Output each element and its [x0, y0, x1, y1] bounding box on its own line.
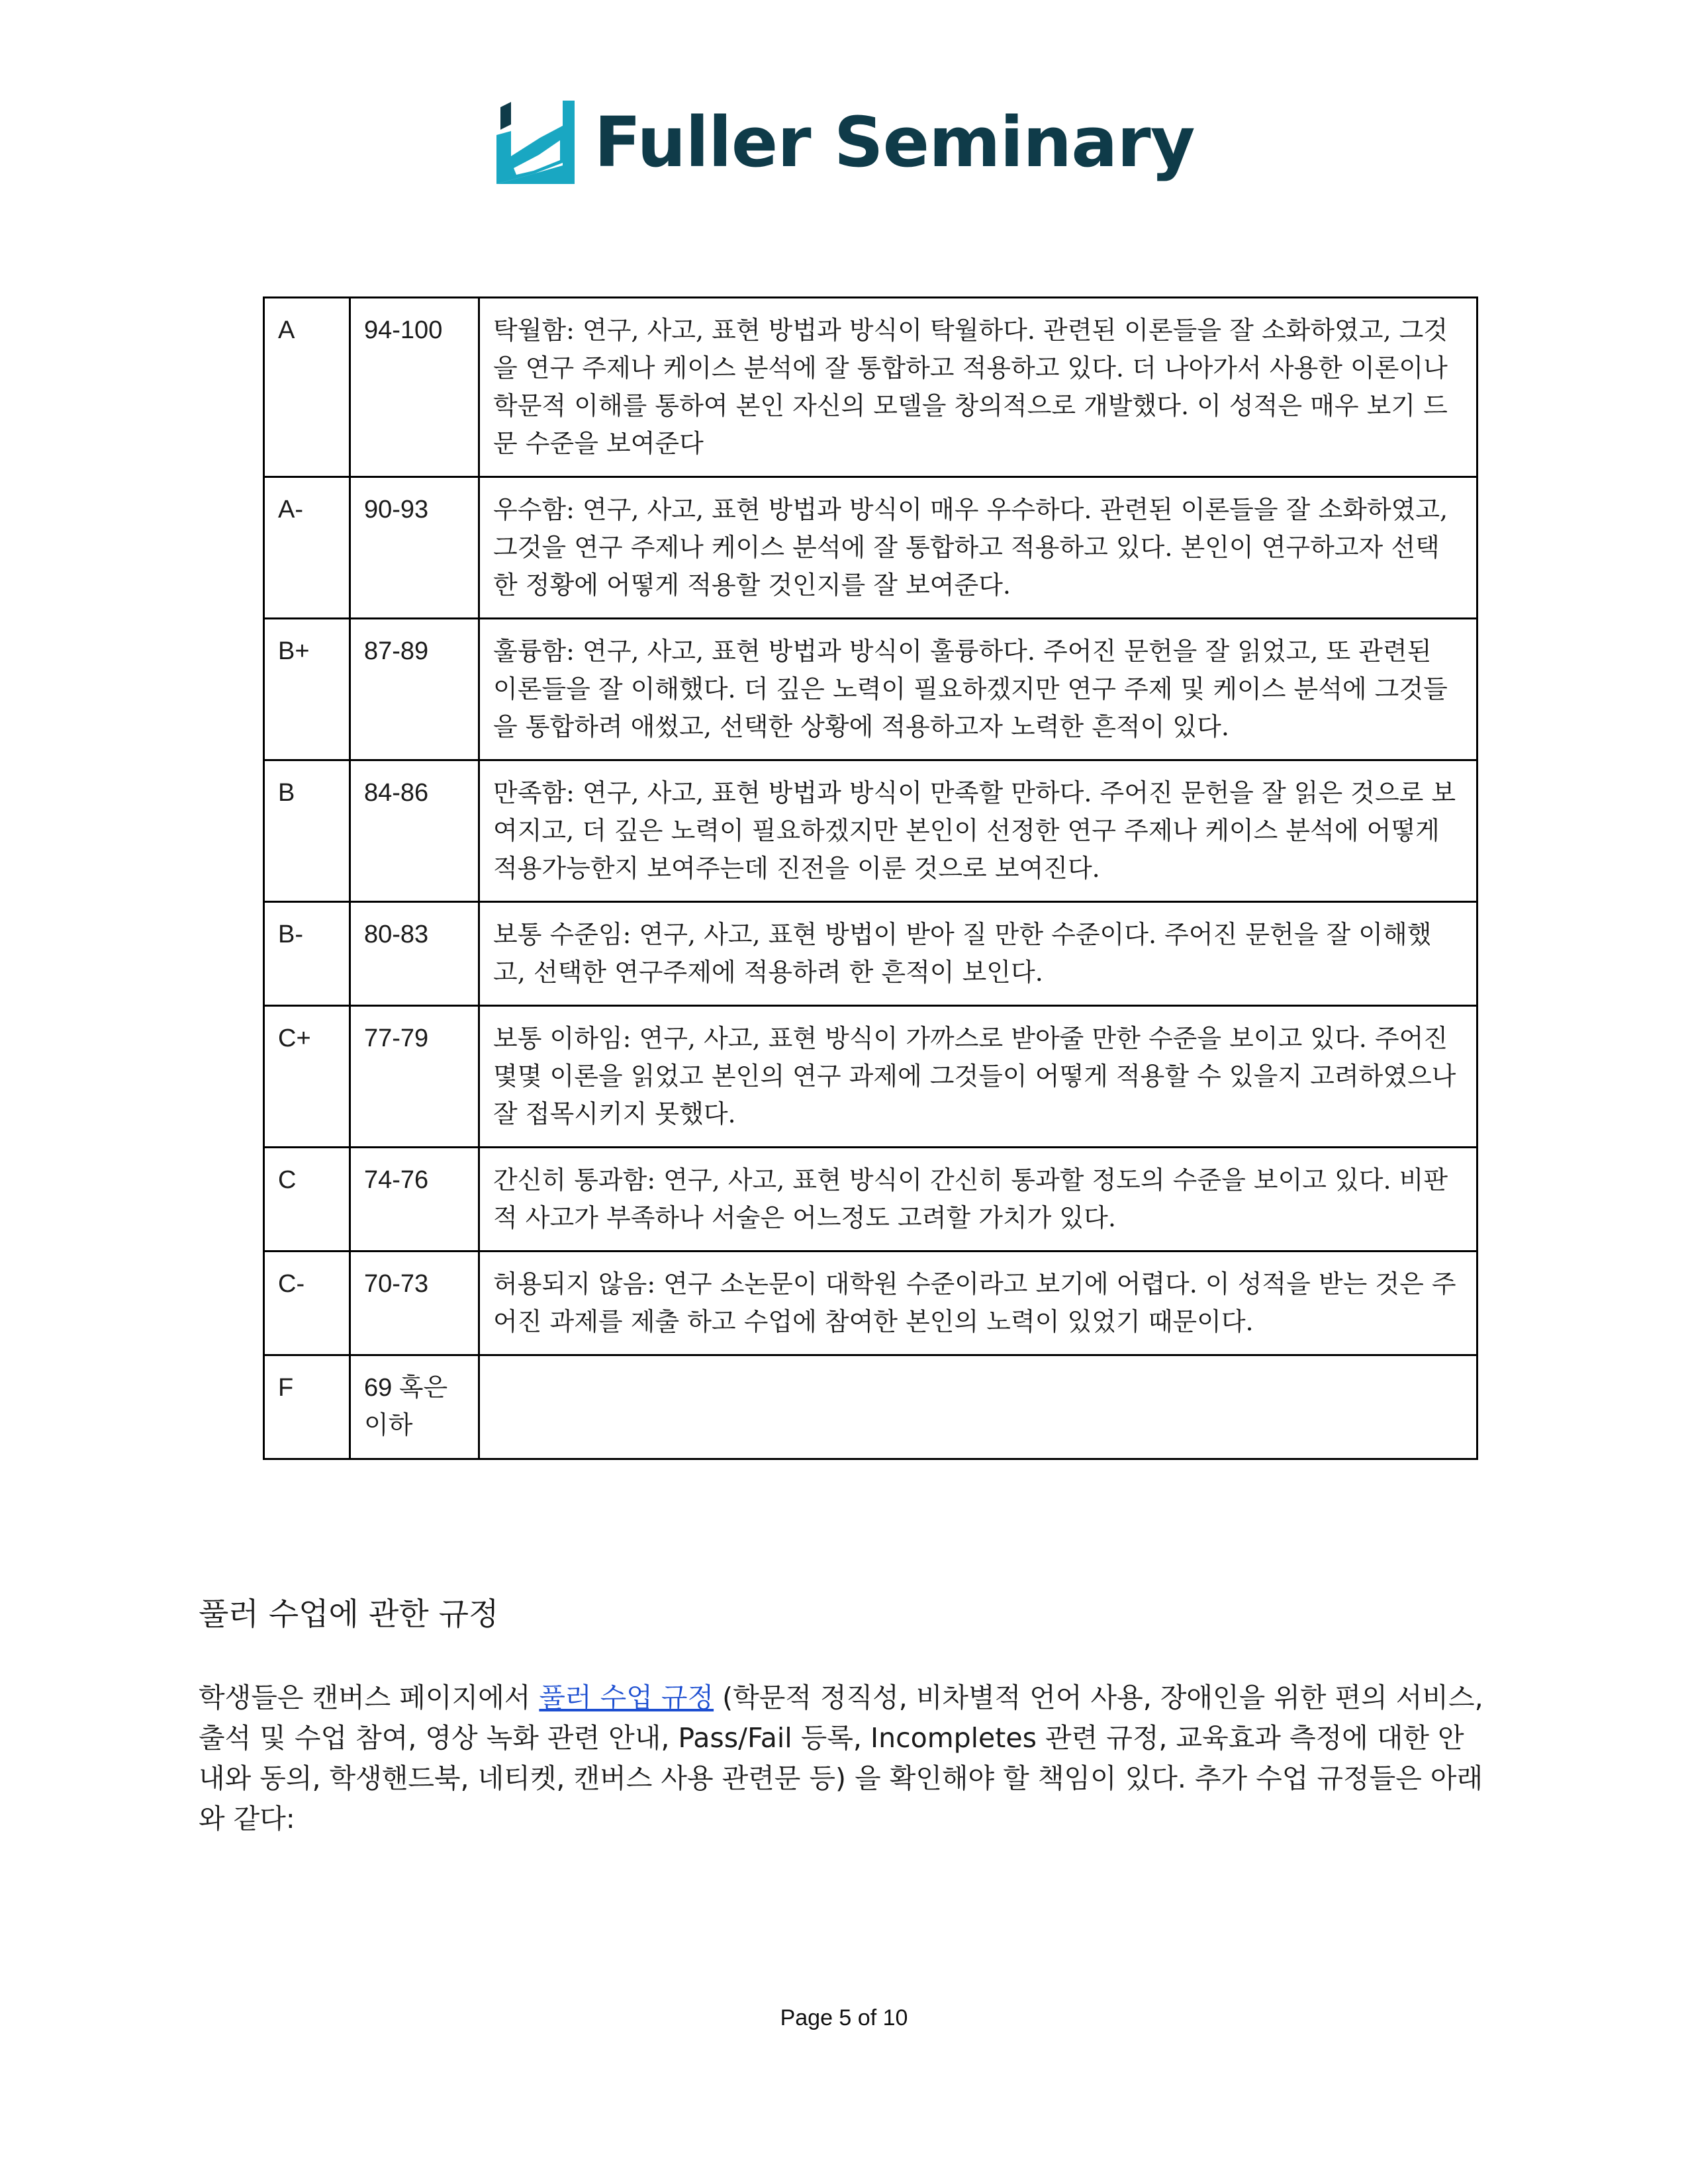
grade-letter: B- [264, 902, 350, 1006]
grade-range: 69 혹은 이하 [350, 1355, 479, 1459]
page-number: Page 5 of 10 [780, 2005, 908, 2030]
grade-description [479, 1355, 1477, 1459]
grade-range: 74-76 [350, 1148, 479, 1251]
grade-letter: B+ [264, 619, 350, 760]
grade-description: 보통 수준임: 연구, 사고, 표현 방법이 받아 질 만한 수준이다. 주어진 문헌을 잘 이해했고, 선택한 연구주제에 적용하려 한 흔적이 보인다. [479, 902, 1477, 1006]
brand-logo [494, 99, 1195, 185]
grade-letter: C+ [264, 1006, 350, 1148]
table-row [264, 1148, 1477, 1251]
grade-range: 77-79 [350, 1006, 479, 1148]
grade-letter: C- [264, 1251, 350, 1355]
table-row [264, 902, 1477, 1006]
grade-range: 80-83 [350, 902, 479, 1006]
grade-description: 보통 이하임: 연구, 사고, 표현 방식이 가까스로 받아줄 만한 수준을 보이고 있다. 주어진 몇몇 이론을 읽었고 본인의 연구 과제에 그것들이 어떻게 적용할 수 있을지 고려하였으나 잘 접목시키지 못했다. [479, 1006, 1477, 1148]
open-book-logo-icon [494, 99, 577, 185]
table-row [264, 1006, 1477, 1148]
grade-description: 만족함: 연구, 사고, 표현 방법과 방식이 만족할 만하다. 주어진 문헌을 잘 읽은 것으로 보여지고, 더 깊은 노력이 필요하겠지만 본인이 선정한 연구 주제나 케이스 분석에 어떻게 적용가능한지 보여주는데 진전을 이룬 것으로 보여진다. [479, 760, 1477, 902]
table-row [264, 1251, 1477, 1355]
grade-range: 84-86 [350, 760, 479, 902]
brand-name: Fuller Seminary [594, 102, 1195, 183]
grade-letter: B [264, 760, 350, 902]
page-header [0, 93, 1688, 192]
paragraph-text-before: 학생들은 캔버스 페이지에서 [199, 1682, 539, 1713]
table-row [264, 477, 1477, 619]
grade-letter: F [264, 1355, 350, 1459]
grade-description: 훌륭함: 연구, 사고, 표현 방법과 방식이 훌륭하다. 주어진 문헌을 잘 읽었고, 또 관련된 이론들을 잘 이해했다. 더 깊은 노력이 필요하겠지만 연구 주제 및 케이스 분석에 그것들을 통합하려 애썼고, 선택한 상황에 적용하고자 노력한 흔적이 있다. [479, 619, 1477, 760]
grade-range: 90-93 [350, 477, 479, 619]
paragraph-text-after: (학문적 정직성, 비차별적 언어 사용, 장애인을 위한 편의 서비스, 출석 및 수업 참여, 영상 녹화 관련 안내, Pass/Fail 등록, Incompletes 관련 규정, 교육효과 측정에 대한 안내와 동의, 학생핸드북, 네티켓, 캔버스 사용 관련문 등) 을 확인해야 할 책임이 있다. 추가 수업 규정들은 아래와 같다: [199, 1682, 1483, 1835]
section-heading: 풀러 수업에 관한 규정 [199, 1596, 499, 1633]
table-row [264, 760, 1477, 902]
fuller-course-policy-link[interactable]: 풀러 수업 규정 [539, 1682, 714, 1713]
grade-description: 우수함: 연구, 사고, 표현 방법과 방식이 매우 우수하다. 관련된 이론들을 잘 소화하였고, 그것을 연구 주제나 케이스 분석에 잘 통합하고 적용하고 있다. 본인이 연구하고자 선택한 정황에 어떻게 적용할 것인지를 잘 보여준다. [479, 477, 1477, 619]
grade-letter: C [264, 1148, 350, 1251]
grade-letter: A- [264, 477, 350, 619]
grade-range: 70-73 [350, 1251, 479, 1355]
policy-paragraph [199, 1678, 1489, 1839]
grade-range: 94-100 [350, 298, 479, 477]
table-row [264, 1355, 1477, 1459]
grade-range: 87-89 [350, 619, 479, 760]
grade-description: 허용되지 않음: 연구 소논문이 대학원 수준이라고 보기에 어렵다. 이 성적을 받는 것은 주어진 과제를 제출 하고 수업에 참여한 본인의 노력이 있었기 때문이다. [479, 1251, 1477, 1355]
table-row [264, 298, 1477, 477]
grade-description: 탁월함: 연구, 사고, 표현 방법과 방식이 탁월하다. 관련된 이론들을 잘 소화하였고, 그것을 연구 주제나 케이스 분석에 잘 통합하고 적용하고 있다. 더 나아가서 사용한 이론이나 학문적 이해를 통하여 본인 자신의 모델을 창의적으로 개발했다. 이 성적은 매우 보기 드문 수준을 보여준다 [479, 298, 1477, 477]
table-row [264, 619, 1477, 760]
grade-letter: A [264, 298, 350, 477]
grade-table [263, 296, 1478, 1460]
grade-description: 간신히 통과함: 연구, 사고, 표현 방식이 간신히 통과할 정도의 수준을 보이고 있다. 비판적 사고가 부족하나 서술은 어느정도 고려할 가치가 있다. [479, 1148, 1477, 1251]
